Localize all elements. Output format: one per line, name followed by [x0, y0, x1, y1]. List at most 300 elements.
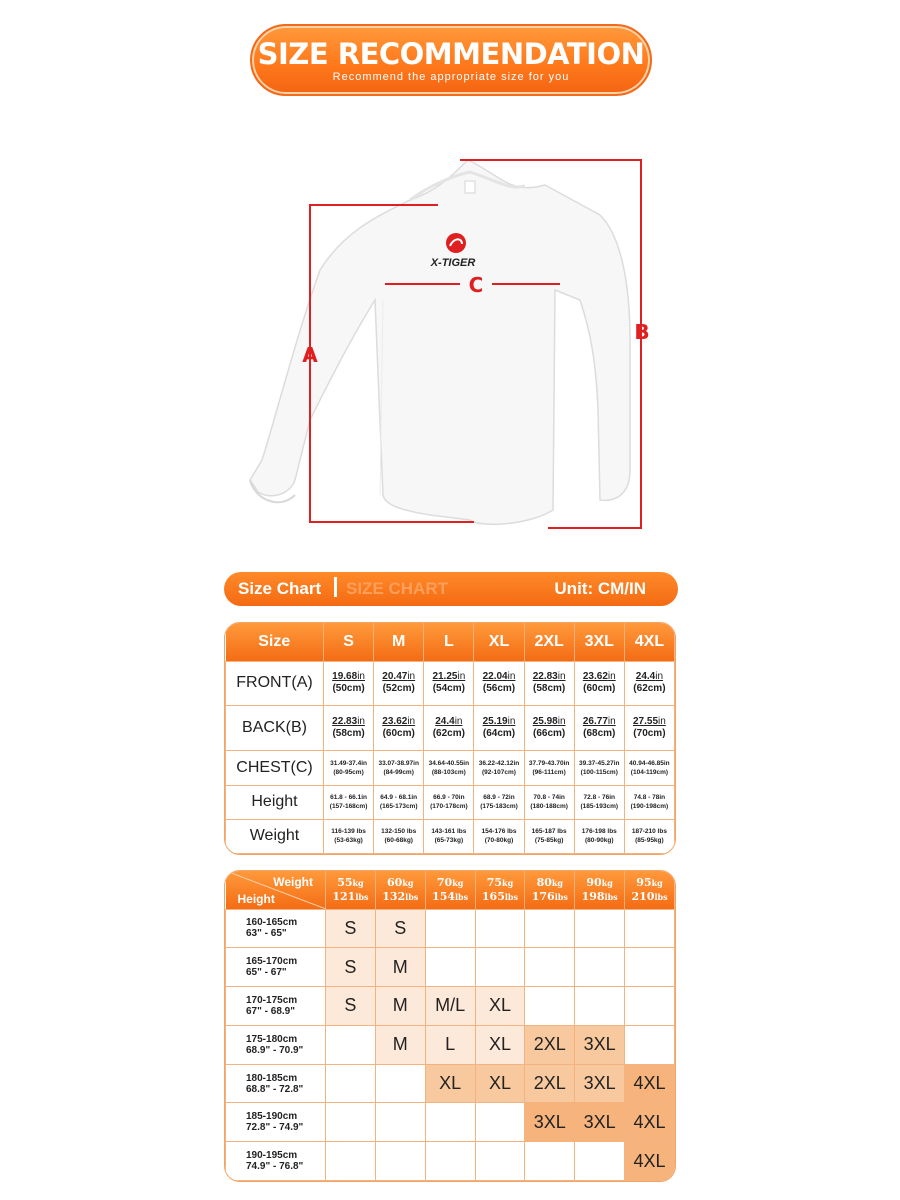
- height-label: Height: [237, 891, 275, 906]
- size-table-row: [226, 785, 675, 819]
- measure-underlined: [332, 716, 365, 727]
- measure-cm: (58cm): [533, 683, 566, 695]
- range-cm: (165-173cm): [379, 803, 418, 811]
- size-recommendation-banner: [250, 24, 652, 96]
- range-cm: (180-188cm): [530, 803, 568, 811]
- measure-value: [474, 671, 523, 683]
- height-label-cell: [226, 948, 326, 987]
- size-table-cell: [374, 661, 424, 706]
- measure-number: 21.25: [432, 671, 458, 683]
- size-table-cell: [524, 819, 574, 853]
- size-table-cell: [624, 785, 674, 819]
- recommended-size-cell: [575, 987, 625, 1026]
- height-inch: 63" - 65": [246, 928, 287, 940]
- height-row: [226, 948, 675, 987]
- height-label-cell: [226, 909, 326, 948]
- range-cm: (170-178cm): [430, 803, 468, 811]
- weight-kg: [426, 876, 475, 890]
- size-header-cell: 4XL: [624, 623, 674, 661]
- size-table-row: [226, 751, 675, 785]
- measure-unit: in: [607, 716, 616, 728]
- range-cm: (175-183cm): [480, 803, 518, 811]
- weight-lbs: [376, 890, 425, 904]
- height-cm: 180-185cm: [246, 1072, 298, 1084]
- recommended-size-cell: 2XL: [525, 1064, 575, 1103]
- height-row: [226, 1025, 675, 1064]
- kg-number: 70: [436, 875, 453, 889]
- size-table-cell: [374, 751, 424, 785]
- label-c: C: [468, 273, 484, 297]
- size-table-cell: [474, 819, 524, 853]
- lbs-unit: lbs: [604, 891, 618, 902]
- measure-cm: (50cm): [332, 683, 365, 695]
- height-cm: 190-195cm: [246, 1150, 298, 1162]
- measure-cm: (62cm): [633, 683, 666, 695]
- measure-number: 20.47: [382, 671, 408, 683]
- recommended-size-cell: XL: [425, 1064, 475, 1103]
- recommended-size-cell: [625, 987, 675, 1026]
- recommended-size-cell: [326, 1103, 376, 1142]
- measure-cm: (66cm): [533, 728, 566, 740]
- size-table-cell: [524, 661, 574, 706]
- weight-label: Weight: [273, 875, 313, 889]
- size-table-cell: [324, 819, 374, 853]
- size-table-cell: [474, 661, 524, 706]
- brand-text: X-TIGER: [430, 257, 476, 269]
- size-table-cell: [574, 819, 624, 853]
- size-chart-ghost-label: SIZE CHART: [346, 579, 448, 598]
- measure-underlined: [633, 716, 666, 727]
- size-table-cell: [474, 751, 524, 785]
- lbs-unit: lbs: [654, 891, 668, 902]
- range-value: 61.8 - 66.1in: [330, 794, 367, 802]
- label-b: B: [634, 320, 650, 344]
- lbs-unit: lbs: [504, 891, 518, 902]
- measure-cm: (56cm): [482, 683, 516, 695]
- size-chart-header: [224, 572, 678, 606]
- measure-number: 24.4: [635, 671, 656, 683]
- measure-value: [424, 716, 473, 728]
- measure-cm: (58cm): [332, 728, 365, 740]
- range-value: 70.8 - 74in: [533, 794, 565, 802]
- range-value: 33.07-38.97in: [378, 760, 419, 768]
- kg-unit: kg: [651, 877, 663, 888]
- recommended-size-cell: [475, 909, 525, 948]
- recommended-size-cell: [425, 1142, 475, 1181]
- size-table-cell: [424, 661, 474, 706]
- measure-value: [424, 671, 473, 683]
- recommended-size-cell: [625, 909, 675, 948]
- divider: [334, 577, 337, 597]
- kg-unit: kg: [502, 877, 514, 888]
- kg-number: 55: [337, 875, 353, 889]
- range-value: 72.8 - 76in: [583, 794, 615, 802]
- measure-number: 22.04: [482, 671, 508, 683]
- weight-lbs: [326, 890, 375, 904]
- height-label-cell: [226, 1025, 326, 1064]
- measure-value: [374, 716, 423, 728]
- size-table-cell: [524, 751, 574, 785]
- range-cm: (190-198cm): [630, 803, 669, 811]
- recommended-size-cell: [525, 1142, 575, 1181]
- measure-underlined: [382, 671, 415, 682]
- recommended-size-cell: [525, 987, 575, 1026]
- measure-unit: in: [357, 671, 365, 683]
- size-table-cell: [624, 751, 674, 785]
- measure-unit: in: [557, 671, 566, 683]
- measure-unit: in: [454, 716, 463, 728]
- range-value: 154-176 lbs: [481, 828, 517, 836]
- measure-number: 25.98: [532, 716, 558, 728]
- recommended-size-cell: M/L: [425, 987, 475, 1026]
- kg-number: 95: [636, 875, 652, 889]
- lbs-number: 210: [631, 889, 655, 903]
- recommended-size-cell: M: [375, 1025, 425, 1064]
- measure-number: 26.77: [582, 716, 608, 728]
- weight-lbs: [525, 890, 574, 904]
- weight-kg: [525, 876, 574, 890]
- measure-value: [575, 671, 624, 683]
- row-label: CHEST(C): [226, 751, 324, 785]
- range-value: 31.49-37.4in: [330, 760, 367, 768]
- range-cm: (60-68kg): [384, 837, 413, 845]
- size-table-cell: [574, 661, 624, 706]
- measure-underlined: [332, 671, 365, 682]
- measure-value: [324, 671, 373, 683]
- weight-kg: [575, 876, 624, 890]
- size-header-cell: 3XL: [574, 623, 624, 661]
- label-a: A: [302, 343, 318, 367]
- height-label-cell: [226, 987, 326, 1026]
- weight-kg: [326, 876, 375, 890]
- height-row: [226, 1064, 675, 1103]
- recommended-size-cell: S: [326, 987, 376, 1026]
- weight-column-header: [425, 871, 475, 909]
- lbs-number: 154: [432, 889, 456, 903]
- recommended-size-cell: [326, 1025, 376, 1064]
- size-measurement-table: [224, 622, 676, 855]
- measure-cm: (52cm): [382, 683, 415, 695]
- measure-underlined: [382, 716, 415, 727]
- size-table-cell: [524, 706, 574, 751]
- weight-column-header: [475, 871, 525, 909]
- weight-header-row: [226, 871, 675, 909]
- recommended-size-cell: [575, 1142, 625, 1181]
- range-value: 40.94-46.85in: [629, 760, 670, 768]
- height-row: [226, 1103, 675, 1142]
- kg-number: 60: [387, 875, 403, 889]
- range-value: 66.9 - 70in: [433, 794, 465, 802]
- recommended-size-cell: 4XL: [625, 1103, 675, 1142]
- banner-title: SIZE RECOMMENDATION: [257, 37, 645, 71]
- measure-value: [625, 716, 674, 728]
- unit-label: Unit: CM/IN: [554, 579, 646, 598]
- range-cm: (53-63kg): [334, 837, 363, 845]
- weight-kg: [625, 876, 674, 890]
- range-value: 176-198 lbs: [581, 828, 617, 836]
- recommended-size-cell: M: [375, 987, 425, 1026]
- height-inch: 74.9" - 76.8": [246, 1161, 304, 1173]
- measure-cm: (70cm): [633, 728, 666, 740]
- recommended-size-cell: 3XL: [575, 1064, 625, 1103]
- measure-value: [324, 716, 373, 728]
- range-value: 74.8 - 78in: [633, 794, 666, 802]
- size-table-cell: [324, 661, 374, 706]
- range-cm: (85-95kg): [635, 837, 664, 845]
- measure-cm: (60cm): [382, 728, 415, 740]
- measure-number: 22.83: [532, 671, 558, 683]
- height-inch: 72.8" - 74.9": [246, 1122, 304, 1134]
- range-value: 132-150 lbs: [381, 828, 417, 836]
- measure-number: 22.83: [332, 716, 358, 728]
- kg-unit: kg: [402, 877, 414, 888]
- height-cm: 165-170cm: [246, 956, 298, 968]
- size-table-cell: [524, 785, 574, 819]
- recommended-size-cell: [375, 1142, 425, 1181]
- height-label-cell: [226, 1103, 326, 1142]
- height-row: [226, 1142, 675, 1181]
- recommended-size-cell: [425, 909, 475, 948]
- measure-value: [374, 671, 423, 683]
- recommended-size-cell: [375, 1064, 425, 1103]
- size-table-cell: [324, 751, 374, 785]
- height-inch: 65" - 67": [246, 967, 287, 979]
- size-header-cell: M: [374, 623, 424, 661]
- range-cm: (157-168cm): [329, 803, 368, 811]
- recommended-size-cell: 4XL: [625, 1142, 675, 1181]
- recommended-size-cell: [425, 1103, 475, 1142]
- measure-number: 27.55: [633, 716, 659, 728]
- size-table-cell: [574, 751, 624, 785]
- size-table-cell: [324, 706, 374, 751]
- range-cm: (96-111cm): [532, 769, 566, 777]
- lbs-number: 198: [581, 889, 605, 903]
- recommended-size-cell: S: [375, 909, 425, 948]
- size-table-cell: [474, 706, 524, 751]
- recommended-size-cell: [525, 948, 575, 987]
- measure-number: 24.4: [435, 716, 455, 728]
- lbs-number: 132: [382, 889, 406, 903]
- kg-unit: kg: [601, 877, 613, 888]
- range-cm: (100-115cm): [580, 769, 618, 777]
- row-label: Weight: [226, 819, 324, 853]
- size-table-cell: [324, 785, 374, 819]
- size-table-header: [226, 623, 675, 661]
- lbs-number: 165: [481, 889, 505, 903]
- recommended-size-cell: [475, 948, 525, 987]
- recommended-size-cell: 3XL: [575, 1103, 625, 1142]
- recommended-size-cell: XL: [475, 987, 525, 1026]
- size-table-cell: [574, 706, 624, 751]
- weight-column-header: [375, 871, 425, 909]
- lbs-unit: lbs: [355, 891, 369, 902]
- size-table-cell: [374, 819, 424, 853]
- measure-unit: in: [658, 716, 666, 728]
- size-table-cell: [424, 706, 474, 751]
- measure-value: [474, 716, 523, 728]
- recommended-size-cell: [326, 1142, 376, 1181]
- measure-cm: (60cm): [583, 683, 616, 695]
- range-cm: (84-99cm): [383, 769, 414, 777]
- measure-unit: in: [557, 716, 566, 728]
- measure-underlined: [583, 716, 616, 727]
- recommended-size-cell: [425, 948, 475, 987]
- range-cm: (80-95cm): [333, 769, 364, 777]
- recommended-size-cell: [625, 1025, 675, 1064]
- range-cm: (92-107cm): [482, 769, 516, 777]
- recommended-size-cell: S: [326, 948, 376, 987]
- kg-number: 75: [486, 875, 503, 889]
- measure-unit: in: [507, 671, 516, 683]
- measure-value: [625, 671, 674, 683]
- height-cm: 185-190cm: [246, 1111, 298, 1123]
- measure-cm: (62cm): [432, 728, 465, 740]
- range-value: 36.22-42.12in: [478, 760, 520, 768]
- weight-kg: [476, 876, 525, 890]
- measure-number: 19.68: [332, 671, 358, 683]
- size-header-cell: L: [424, 623, 474, 661]
- weight-height-corner: [226, 871, 326, 909]
- recommended-size-cell: M: [375, 948, 425, 987]
- size-table-cell: [624, 706, 674, 751]
- measure-unit: in: [607, 671, 616, 683]
- recommended-size-cell: [475, 1103, 525, 1142]
- measure-underlined: [636, 671, 663, 682]
- measure-unit: in: [457, 671, 466, 683]
- weight-column-header: [625, 871, 675, 909]
- measure-value: [575, 716, 624, 728]
- height-row: [226, 909, 675, 948]
- recommended-size-cell: 4XL: [625, 1064, 675, 1103]
- size-table-cell: [374, 706, 424, 751]
- size-table-cell: [624, 819, 674, 853]
- size-table-cell: [574, 785, 624, 819]
- weight-lbs: [426, 890, 475, 904]
- range-value: 143-161 lbs: [431, 828, 467, 836]
- recommended-size-cell: [475, 1142, 525, 1181]
- kg-number: 90: [586, 875, 602, 889]
- recommended-size-cell: [326, 1064, 376, 1103]
- measure-value: [525, 716, 574, 728]
- lbs-unit: lbs: [405, 891, 419, 902]
- size-table-row: [226, 706, 675, 751]
- measure-unit: in: [357, 716, 365, 728]
- size-table-cell: [374, 785, 424, 819]
- range-cm: (65-73kg): [434, 837, 464, 845]
- measure-underlined: [483, 671, 516, 682]
- lbs-unit: lbs: [455, 891, 469, 902]
- height-row: [226, 987, 675, 1026]
- size-header-cell: 2XL: [524, 623, 574, 661]
- range-value: 165-187 lbs: [531, 828, 567, 836]
- lbs-number: 121: [332, 889, 356, 903]
- weight-lbs: [476, 890, 525, 904]
- range-cm: (185-193cm): [580, 803, 619, 811]
- height-inch: 68.8" - 72.8": [246, 1083, 304, 1095]
- row-label: FRONT(A): [226, 661, 324, 706]
- weight-column-header: [525, 871, 575, 909]
- height-label-cell: [226, 1064, 326, 1103]
- weight-lbs: [625, 890, 674, 904]
- kg-unit: kg: [551, 877, 564, 888]
- recommended-size-cell: S: [326, 909, 376, 948]
- measure-number: 23.62: [582, 671, 608, 683]
- weight-lbs: [575, 890, 624, 904]
- size-header-cell: S: [324, 623, 374, 661]
- row-label: Height: [226, 785, 324, 819]
- range-value: 68.9 - 72in: [483, 794, 515, 802]
- measure-unit: in: [507, 716, 516, 728]
- kg-number: 80: [536, 875, 552, 889]
- recommended-size-cell: 2XL: [525, 1025, 575, 1064]
- range-value: 39.37-45.27in: [579, 760, 620, 768]
- size-table-cell: [424, 819, 474, 853]
- measure-underlined: [583, 671, 616, 682]
- recommended-size-cell: [375, 1103, 425, 1142]
- measure-cm: (54cm): [432, 683, 465, 695]
- height-cm: 170-175cm: [246, 994, 298, 1006]
- weight-column-header: [575, 871, 625, 909]
- recommended-size-cell: 3XL: [575, 1025, 625, 1064]
- lbs-unit: lbs: [554, 891, 568, 902]
- recommended-size-cell: L: [425, 1025, 475, 1064]
- recommended-size-cell: XL: [475, 1064, 525, 1103]
- range-value: 187-210 lbs: [631, 828, 667, 836]
- range-value: 116-139 lbs: [331, 828, 366, 836]
- measure-number: 23.62: [382, 716, 408, 728]
- measure-value: [525, 671, 574, 683]
- size-recommendation-table: [224, 870, 676, 1182]
- x-tiger-logo: [446, 233, 466, 253]
- size-header-cell: XL: [474, 623, 524, 661]
- measure-number: 25.19: [482, 716, 508, 728]
- measure-cm: (64cm): [482, 728, 516, 740]
- height-cm: 175-180cm: [246, 1033, 298, 1045]
- weight-column-header: [326, 871, 376, 909]
- range-cm: (70-80kg): [484, 837, 514, 845]
- range-value: 64.9 - 68.1in: [380, 794, 418, 802]
- recommended-size-cell: [575, 948, 625, 987]
- height-cm: 160-165cm: [246, 917, 298, 929]
- range-value: 37.79-43.70in: [528, 760, 570, 768]
- recommended-size-cell: [525, 909, 575, 948]
- size-chart-label: Size Chart: [238, 579, 322, 598]
- range-cm: (80-90kg): [585, 837, 614, 845]
- size-table-cell: [624, 661, 674, 706]
- recommended-size-cell: [625, 948, 675, 987]
- measure-unit: in: [407, 671, 416, 683]
- measure-underlined: [533, 716, 566, 727]
- size-table-cell: [424, 751, 474, 785]
- size-table-cell: [424, 785, 474, 819]
- kg-unit: kg: [452, 877, 464, 888]
- size-table-row: [226, 819, 675, 853]
- measure-underlined: [432, 671, 465, 682]
- size-table-row: [226, 661, 675, 706]
- kg-unit: kg: [352, 877, 364, 888]
- measure-unit: in: [407, 716, 416, 728]
- range-value: 34.64-40.55in: [428, 760, 470, 768]
- height-inch: 67" - 68.9": [246, 1005, 295, 1017]
- recommended-size-cell: [575, 909, 625, 948]
- range-cm: (75-85kg): [534, 837, 564, 845]
- lbs-number: 176: [531, 889, 555, 903]
- banner-subtitle: Recommend the appropriate size for you: [332, 71, 570, 83]
- measure-unit: in: [655, 671, 664, 683]
- shirt-illustration: [0, 140, 900, 540]
- range-cm: (88-103cm): [431, 769, 466, 777]
- measure-cm: (68cm): [583, 728, 616, 740]
